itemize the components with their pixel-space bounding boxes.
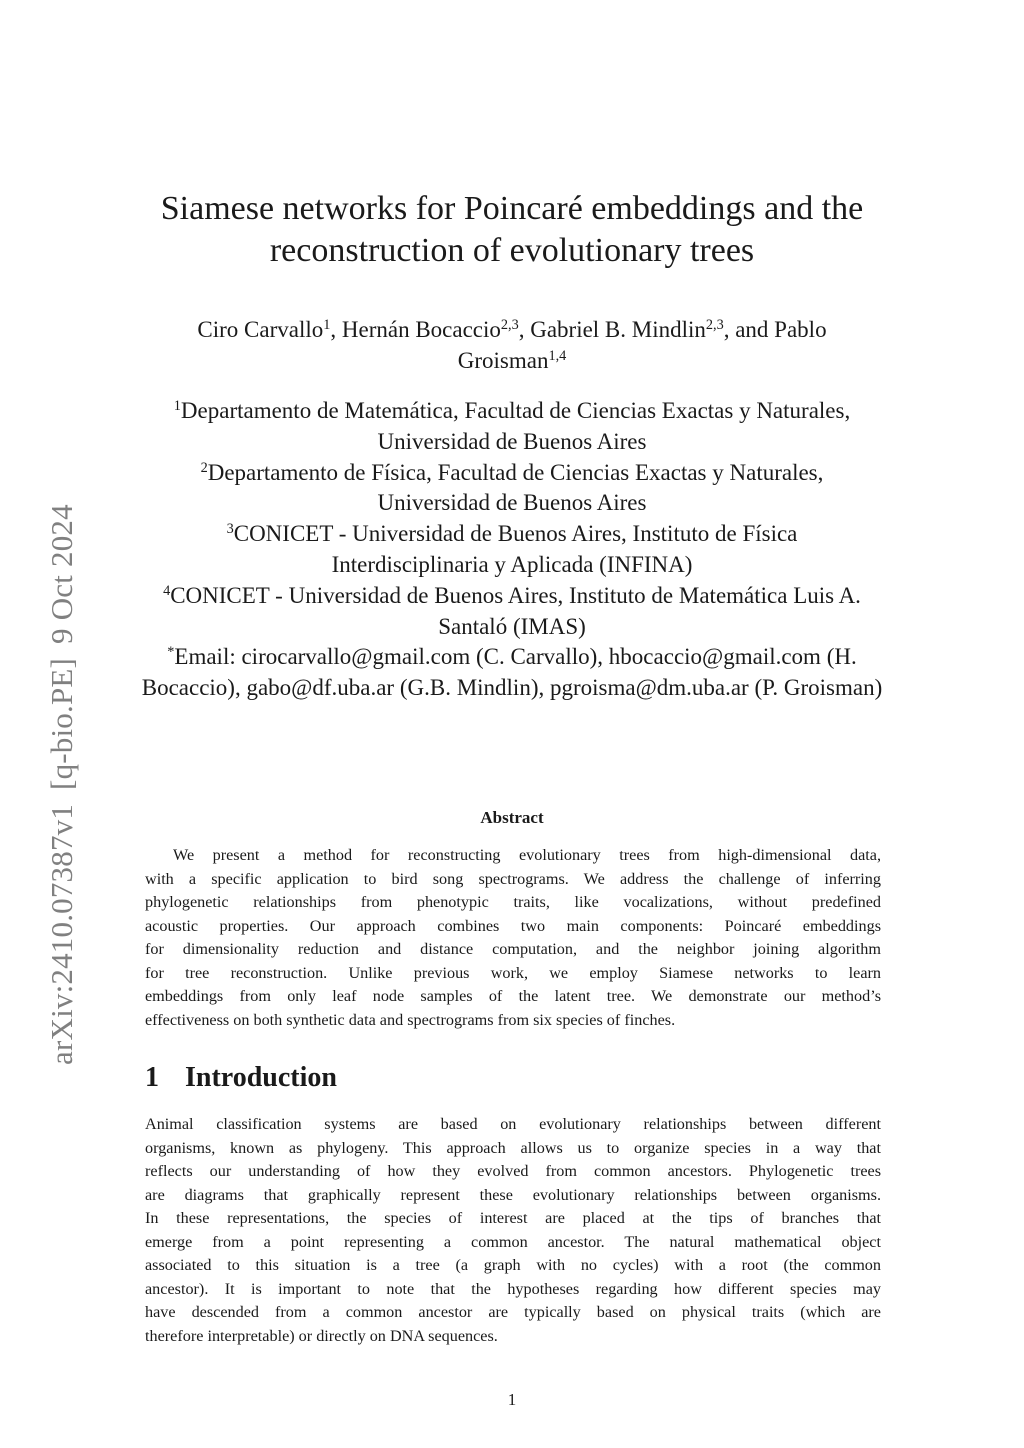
email-line: Bocaccio), gabo@df.uba.ar (G.B. Mindlin), pgroisma@dm.uba.ar (P. Groisman): [141, 675, 883, 701]
abstract-heading: Abstract: [480, 808, 544, 827]
abstract-line: acoustic properties. Our approach combines two main components: Poincaré embeddings: [145, 916, 881, 935]
body-line: Animal classification systems are based on evolutionary relationships between different: [145, 1115, 881, 1133]
body-line: have descended from a common ancestor are typically based on physical traits (which are: [145, 1303, 881, 1321]
affiliation-line: Santaló (IMAS): [438, 613, 586, 639]
affiliation-line: Interdisciplinaria y Aplicada (INFINA): [331, 551, 693, 577]
affiliation-line: $^4$CONICET - Universidad de Buenos Aires, Instituto de Matemática Luis A.: [163, 582, 861, 608]
body-line: associated to this situation is a tree (a graph with no cycles) with a root (the common: [145, 1256, 881, 1274]
paper-title: [100, 188, 924, 272]
author-name: Groisman: [457, 348, 549, 373]
author-line: [100, 345, 924, 376]
section-number: 1: [145, 1062, 159, 1093]
introduction-body: [145, 1113, 881, 1348]
author-name: Ciro Carvallo: [197, 317, 324, 342]
abstract-line: for tree reconstruction. Unlike previous work, we employ Siamese networks to learn: [145, 963, 881, 982]
arxiv-identifier-stamp: [44, 445, 80, 1065]
abstract-line: phylogenetic relationships from phenotypic traits, like vocalizations, without predefined: [145, 893, 881, 911]
author-affiliation-mark: 1: [323, 317, 331, 334]
abstract-body: [145, 844, 881, 1032]
author-affiliation-mark: 2,3: [500, 317, 519, 334]
body-line: reflects our understanding of how they evolved from common ancestors. Phylogenetic trees: [145, 1162, 881, 1180]
body-line: are diagrams that graphically represent these evolutionary relationships between organisms.: [145, 1185, 881, 1204]
author-name: Gabriel B. Mindlin: [530, 317, 706, 342]
section-title: Introduction: [185, 1062, 337, 1093]
body-line: ancestor). It is important to note that the hypotheses regarding how different species may: [145, 1279, 881, 1298]
affiliation-line: Universidad de Buenos Aires: [377, 428, 647, 454]
arxiv-category: [q-bio.PE]: [44, 657, 79, 790]
author-affiliation-mark: 1,4: [548, 348, 567, 365]
email-line: *Email: cirocarvallo@gmail.com (C. Carvallo), hbocaccio@gmail.com (H.: [167, 644, 857, 670]
author-name: Hernán Bocaccio: [341, 317, 501, 342]
arxiv-id: arXiv:2410.07387v1: [44, 803, 79, 1065]
affiliation-line: $^3$CONICET - Universidad de Buenos Aires, Instituto de Física: [226, 521, 798, 547]
affiliation-line: Universidad de Buenos Aires: [377, 490, 647, 516]
affiliation-line: $^1$Departamento de Matemática, Facultad de Ciencias Exactas y Naturales,: [173, 398, 851, 423]
page-number: 1: [507, 1390, 517, 1409]
abstract-line: for dimensionality reduction and distance computation, and the neighbor joining algorithm: [145, 940, 881, 958]
author-affiliation-mark: 2,3: [705, 317, 724, 334]
abstract-line: with a specific application to bird song spectrograms. We address the challenge of inferring: [145, 869, 881, 888]
arxiv-date: 9 Oct 2024: [44, 504, 79, 644]
abstract-line: embeddings from only leaf node samples of the latent tree. We demonstrate our method’s: [145, 987, 881, 1005]
body-line: In these representations, the species of interest are placed at the tips of branches that: [145, 1209, 881, 1227]
section-heading: [145, 1062, 337, 1094]
body-line: emerge from a point representing a common ancestor. The natural mathematical object: [145, 1232, 881, 1251]
affiliation-list: [80, 396, 944, 704]
abstract-line: effectiveness on both synthetic data and spectrograms from six species of finches.: [145, 1010, 676, 1029]
abstract-line: We present a method for reconstructing evolutionary trees from high-dimensional data,: [173, 846, 881, 864]
body-line: therefore interpretable) or directly on DNA sequences.: [145, 1326, 498, 1345]
body-line: organisms, known as phylogeny. This approach allows us to organize species in a way that: [145, 1138, 881, 1157]
title-line: reconstruction of evolutionary trees: [269, 232, 755, 269]
affiliation-line: $^2$Departamento de Física, Facultad de Ciencias Exactas y Naturales,: [200, 459, 824, 485]
title-line: Siamese networks for Poincaré embeddings and the: [160, 190, 864, 227]
author-line: Ciro Carvallo$^1$, Hernán Bocaccio$^{2,3}$, Gabriel B. Mindlin$^{2,3}$, and Pablo: [197, 317, 827, 342]
author-list: [100, 314, 924, 376]
